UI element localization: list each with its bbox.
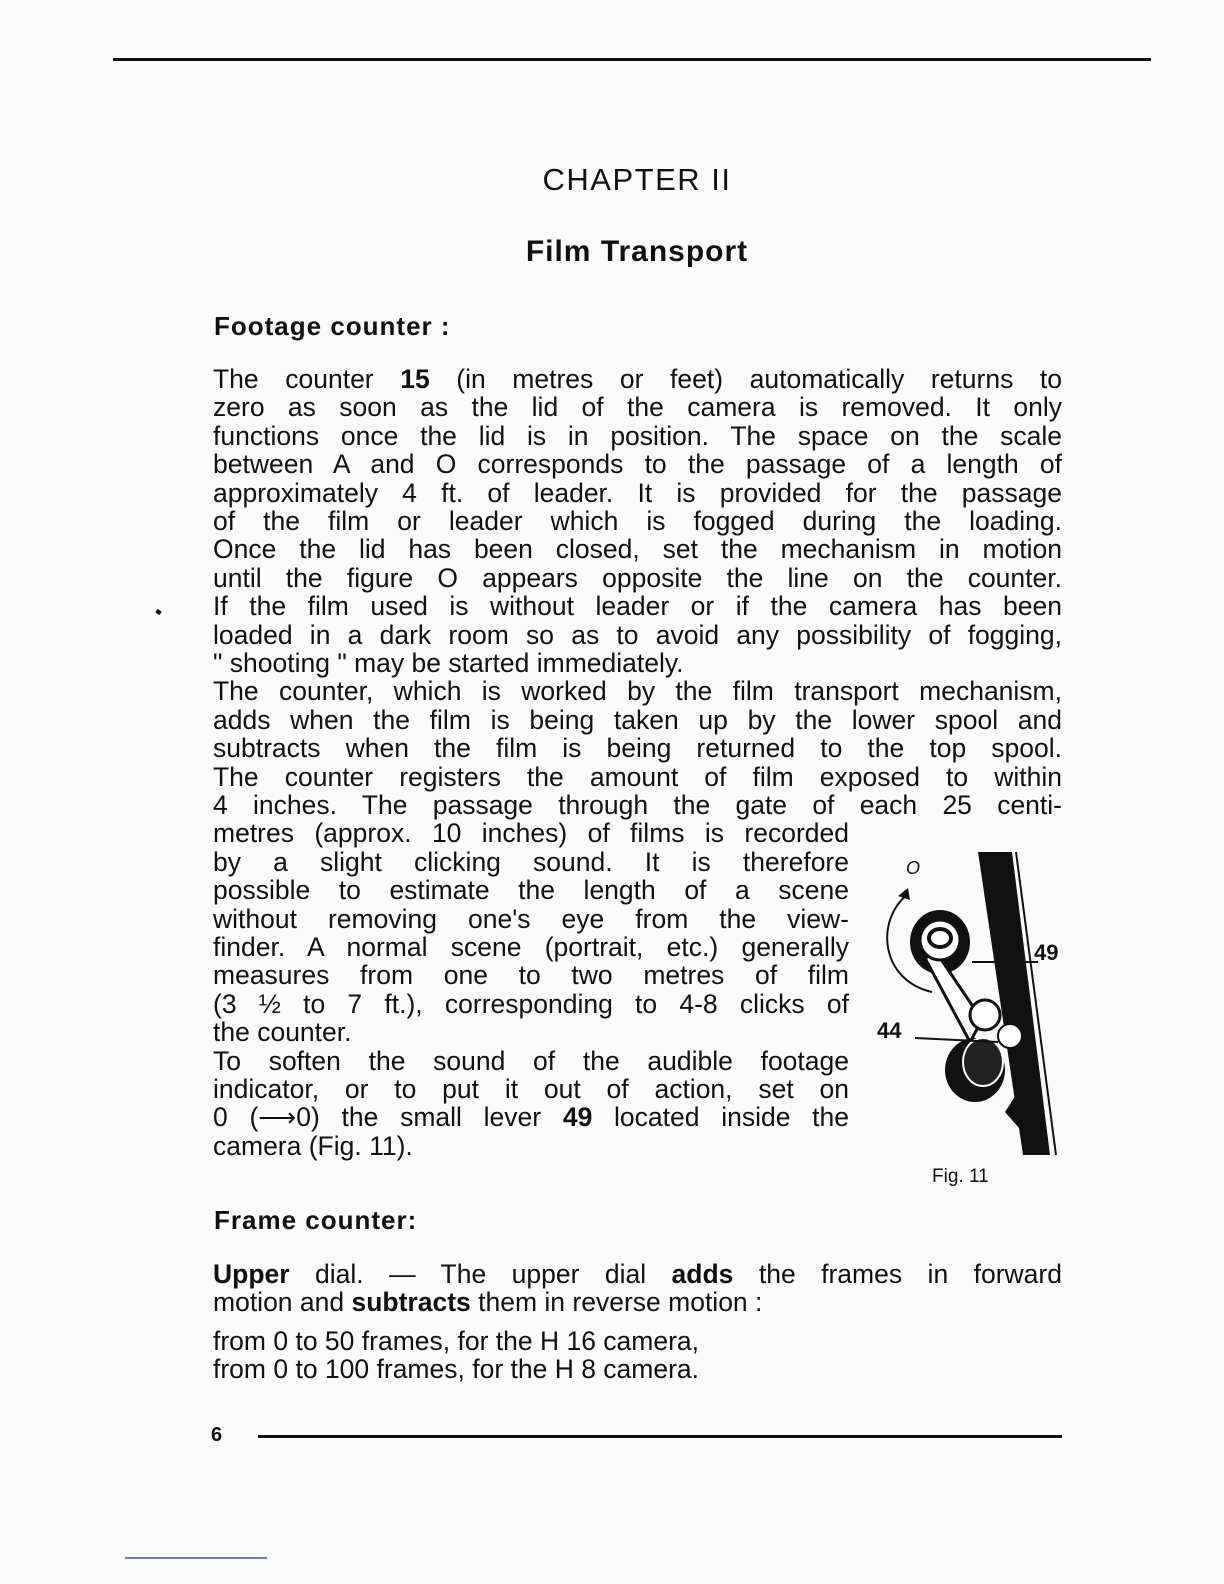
- text-line: [213, 392, 1062, 422]
- page-title: Film Transport: [525, 235, 749, 268]
- text-line: [213, 1074, 849, 1104]
- top-rule: [113, 58, 1151, 61]
- text-line: [213, 762, 1062, 792]
- text-line: [213, 648, 1062, 678]
- text-segment: finder. A normal scene (portrait, etc.) generally: [213, 932, 849, 962]
- figure-label-o: O: [906, 858, 921, 878]
- text-segment: from 0 to 50 frames, for the H 16 camera,: [213, 1325, 700, 1356]
- text-segment: Once the lid has been closed, set the mechanism in motion: [213, 534, 1062, 565]
- text-segment: metres (approx. 10 inches) of films is recorded: [213, 818, 849, 849]
- figure-label-49: 49: [1034, 940, 1059, 965]
- text-line: [213, 818, 849, 848]
- text-line: [213, 733, 1062, 763]
- text-line: [213, 1287, 1062, 1317]
- text-segment: possible to estimate the length of a scene: [213, 875, 849, 906]
- bold-term: 15: [400, 364, 430, 394]
- text-line: [213, 1046, 849, 1076]
- text-segment: The counter registers the amount of film exposed to within: [213, 761, 1062, 792]
- text-line: [213, 421, 1062, 451]
- text-segment: loaded in a dark room so as to avoid any possibility of fogging,: [213, 619, 1062, 650]
- text-line: [213, 960, 849, 990]
- text-line: [213, 478, 1062, 508]
- text-line: [213, 847, 849, 877]
- page-number: 6: [211, 1424, 223, 1446]
- text-segment: by a slight clicking sound. It is therefore: [213, 846, 849, 877]
- text-segment: motion and: [213, 1287, 352, 1318]
- text-segment: camera (Fig. 11).: [213, 1130, 413, 1161]
- text-segment: from 0 to 100 frames, for the H 8 camera.: [213, 1354, 700, 1385]
- text-line: [213, 676, 1062, 706]
- text-segment: (in metres or feet) automatically returns to: [429, 364, 1063, 394]
- text-line: [213, 1017, 849, 1047]
- figure-11-lever-illustration: [860, 830, 1060, 1160]
- text-segment: measures from one to two metres of film: [213, 960, 849, 991]
- text-segment: approximately 4 ft. of leader. It is provided for the passage: [213, 477, 1062, 508]
- text-segment: To soften the sound of the audible footage: [213, 1045, 849, 1076]
- text-segment: until the figure O appears opposite the line on the counter.: [213, 562, 1062, 593]
- text-line: [213, 506, 1062, 536]
- scan-edge-mark: [125, 1557, 267, 1559]
- text-segment: adds when the film is being taken up by the lower spool and: [213, 704, 1062, 735]
- text-segment: The counter: [213, 364, 401, 394]
- text-line: [213, 534, 1062, 564]
- stray-mark: [155, 609, 161, 615]
- text-line: [213, 591, 1062, 621]
- text-segment: dial. — The upper dial: [289, 1259, 672, 1289]
- text-line: [213, 1259, 1062, 1289]
- text-segment: subtracts when the film is being returned to the top spool.: [213, 733, 1062, 764]
- text-segment: (3 ½ to 7 ft.), corresponding to 4-8 clicks of: [213, 988, 849, 1019]
- text-line: [213, 1354, 1062, 1384]
- figure-label-44: 44: [877, 1018, 902, 1043]
- text-line: [213, 449, 1062, 479]
- text-line: [213, 1326, 1062, 1356]
- text-segment: without removing one's eye from the view-: [213, 903, 849, 934]
- bottom-rule: [258, 1435, 1062, 1438]
- text-segment: located inside the: [592, 1102, 849, 1133]
- text-segment: 4 inches. The passage through the gate of each 25 centi-: [213, 790, 1062, 820]
- text-line: [213, 989, 849, 1019]
- section-heading-frame-counter: Frame counter:: [214, 1205, 418, 1235]
- text-line: [213, 563, 1062, 593]
- bold-term: adds: [671, 1259, 734, 1289]
- text-line: [213, 705, 1062, 735]
- chapter-label: CHAPTER II: [542, 162, 732, 197]
- section-heading-footage-counter: Footage counter :: [214, 311, 451, 341]
- text-segment: the counter.: [213, 1017, 352, 1048]
- text-segment: of the film or leader which is fogged during the loading.: [213, 506, 1062, 536]
- text-segment: " shooting " may be started immediately.: [213, 648, 684, 678]
- text-segment: The counter, which is worked by the film transport mechanism,: [213, 676, 1062, 707]
- text-segment: 0 (⟶0) the small lever: [213, 1102, 563, 1133]
- text-segment: indicator, or to put it out of action, set on: [213, 1074, 849, 1104]
- text-segment: zero as soon as the lid of the camera is removed. It only: [213, 392, 1062, 423]
- bold-term: 49: [562, 1102, 593, 1133]
- text-line: [213, 790, 1062, 820]
- text-line: [213, 904, 849, 934]
- text-line: [213, 364, 1062, 394]
- text-segment: between A and O corresponds to the passage of a length of: [213, 449, 1062, 480]
- text-line: [213, 1131, 849, 1161]
- text-line: [213, 620, 1062, 650]
- text-line: [213, 932, 849, 962]
- text-segment: functions once the lid is in position. The space on the scale: [213, 420, 1062, 451]
- bold-term: subtracts: [351, 1287, 471, 1318]
- text-line: [213, 875, 849, 905]
- bold-term: Upper: [213, 1259, 290, 1289]
- text-line: [213, 1102, 849, 1132]
- figure-caption: Fig. 11: [932, 1166, 989, 1187]
- text-segment: them in reverse motion :: [470, 1287, 763, 1318]
- text-segment: If the film used is without leader or if the camera has been: [213, 591, 1062, 622]
- text-segment: the frames in forward: [733, 1259, 1062, 1289]
